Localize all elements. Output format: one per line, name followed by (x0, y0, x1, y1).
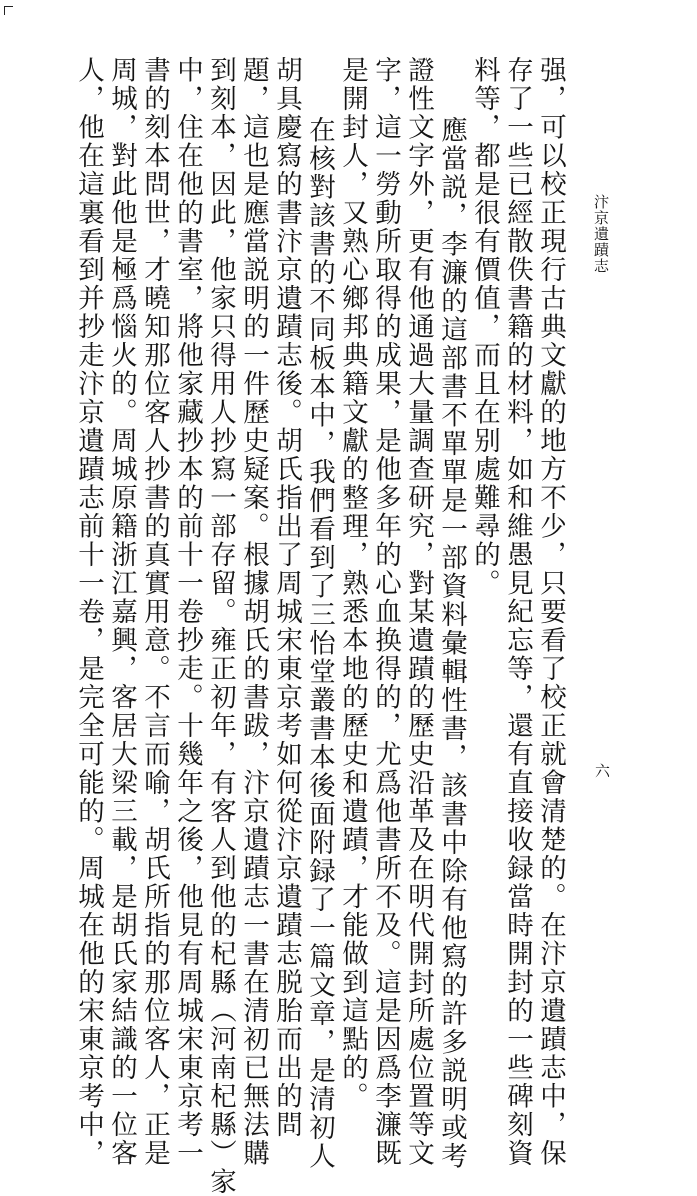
text-column: 人，他在這裏看到并抄走汴京遺蹟志前十一卷，是完全可能的。周城在他的宋東京考中， (73, 56, 104, 1168)
text-column: 到刻本，因此，他家只得用人抄寫一部存留。雍正初年，有客人到他的杞縣（河南杞縣）家 (205, 56, 236, 1196)
text-column: 是開封人，又熟心鄉邦典籍文獻的整理，熟悉本地的歷史和遺蹟，才能做到這點的。 (337, 56, 368, 1111)
text-column: 證性文字外，更有他通過大量調查研究，對某遺蹟的歷史沿革及在明代開封所處位置等文 (403, 56, 434, 1168)
text-column: 料等，都是很有價值，而且在别處難尋的。 (469, 56, 500, 598)
text-column: 題，這也是應當説明的一件歷史疑案。根據胡氏的書跋，汴京遺蹟志一書在清初已無法購 (238, 56, 269, 1168)
running-header-title: 汴京遺蹟志 (592, 194, 610, 274)
text-column: 强，可以校正現行古典文獻的地方不少，只要看了校正就會清楚的。在汴京遺蹟志中，保 (535, 56, 566, 1168)
text-column: 胡具慶寫的書汴京遺蹟志後。胡氏指出了周城宋東京考如何從汴京遺蹟志脱胎而出的問 (271, 56, 302, 1139)
corner-mark (4, 6, 5, 15)
text-column: 中，住在他的書室，將他家藏抄本的前十一卷抄走。十幾年之後，他見有周城宋東京考一 (172, 56, 203, 1168)
text-column: 應當説，李濂的這部書不單單是一部資料彙輯性書，該書中除有他寫的許多説明或考 (436, 116, 467, 1171)
text-column: 書的刻本問世，才曉知那位客人抄書的真實用意。不言而喻，胡氏所指的那位客人，正是 (139, 56, 170, 1168)
page-number: 六 (593, 763, 611, 779)
text-column: 在核對該書的不同板本中，我們看到了三怡堂叢書本後面附録了一篇文章，是清初人 (304, 116, 335, 1171)
text-column: 周城，對此他是極爲惱火的。周城原籍浙江嘉興，客居大梁三載，是胡氏家結識的一位客 (106, 56, 137, 1168)
corner-mark (4, 6, 13, 7)
text-column: 字，這一勞動所取得的成果，是他多年的心血换得的，尤爲他書所不及。這是因爲李濂既 (370, 56, 401, 1168)
text-column: 存了一些已經散佚書籍的材料，如和維愚見紀忘等，還有直接收録當時開封的一些碑刻資 (502, 56, 533, 1168)
